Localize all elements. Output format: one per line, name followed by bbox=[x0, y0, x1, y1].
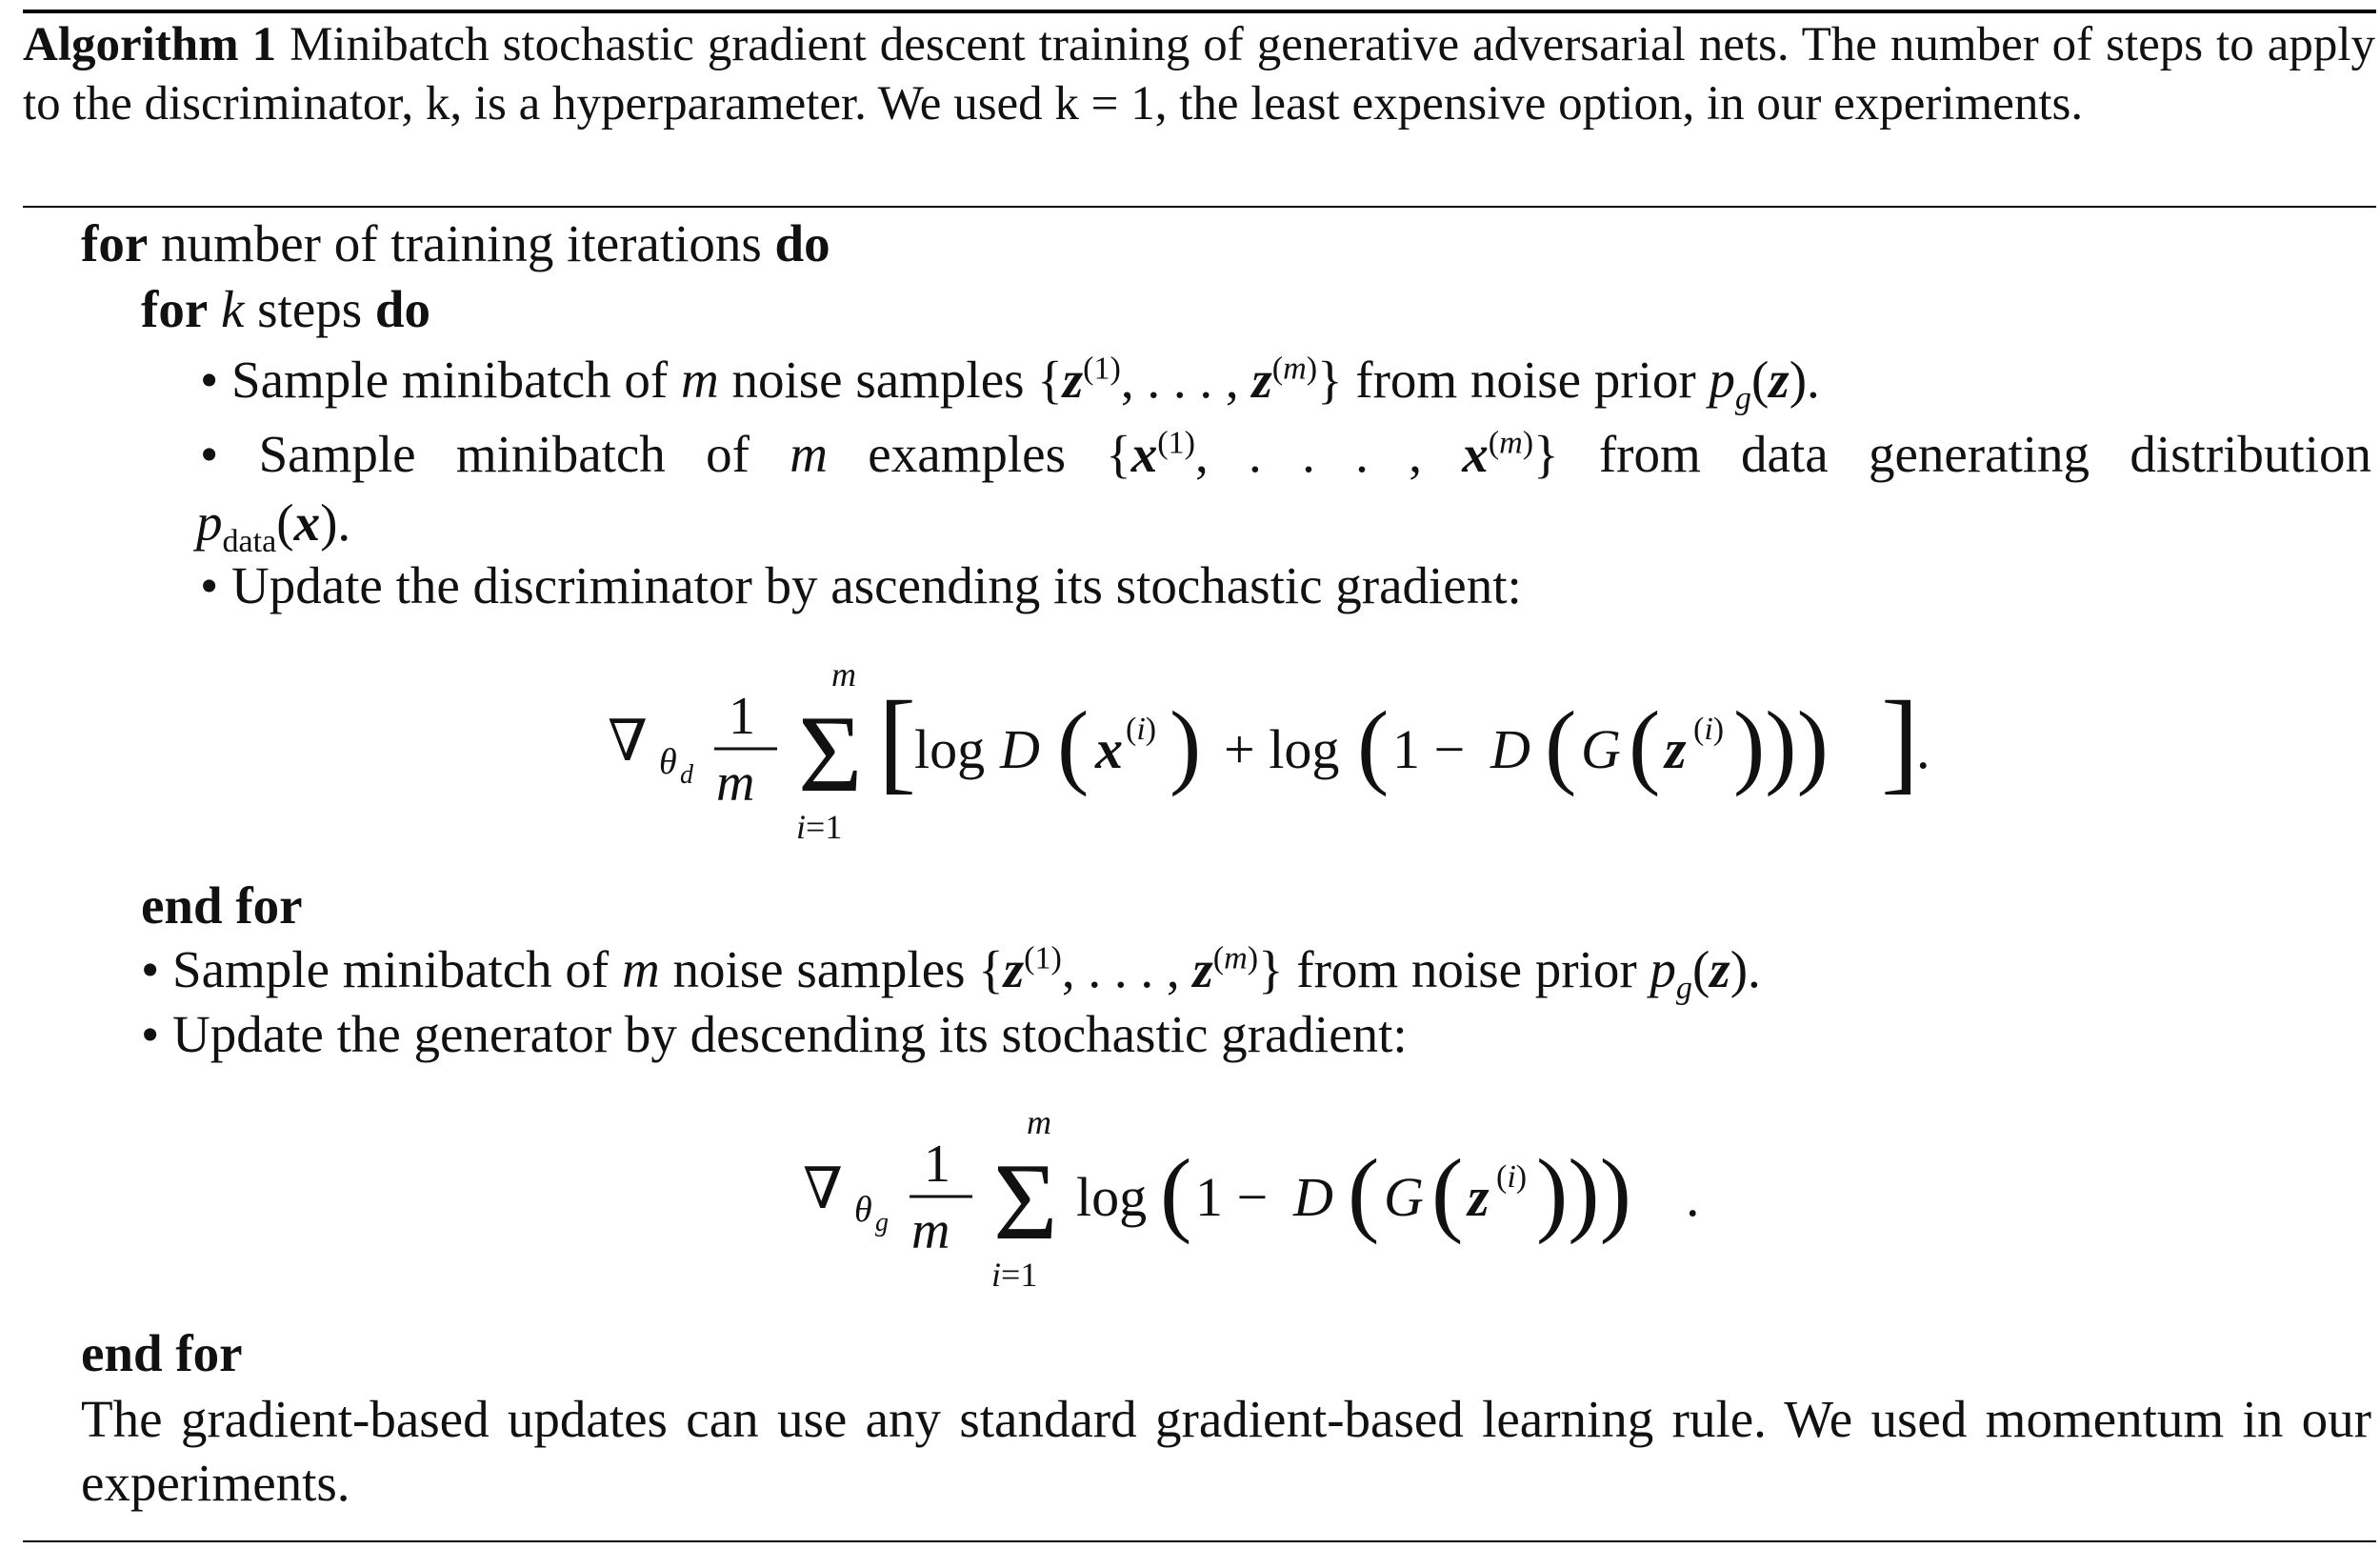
svg-text:))): ))) bbox=[1733, 692, 1829, 797]
discriminator-gradient-equation bbox=[600, 648, 1981, 867]
generator-gradient-equation bbox=[795, 1096, 1748, 1315]
svg-text:1: 1 bbox=[924, 1135, 950, 1194]
svg-text:(i): (i) bbox=[1693, 712, 1725, 747]
end-for-inner: end for bbox=[141, 876, 303, 935]
svg-text:G: G bbox=[1581, 718, 1621, 780]
svg-text:z: z bbox=[1468, 1166, 1490, 1228]
outer-for-line: for number of training iterations do bbox=[81, 214, 830, 272]
svg-text:Σ: Σ bbox=[993, 1141, 1058, 1263]
bullet-update-discriminator: • Update the discriminator by ascending its stochastic gradient: bbox=[200, 556, 1522, 614]
svg-text:m: m bbox=[716, 754, 755, 813]
svg-text:): ) bbox=[1170, 692, 1202, 797]
svg-text:x: x bbox=[1095, 718, 1123, 780]
svg-text:(: ( bbox=[1357, 692, 1390, 797]
svg-text:1 −: 1 − bbox=[1195, 1166, 1269, 1228]
bullet-sample-noise: • Sample minibatch of m noise samples {$z^{(1)}$, . . . , $z^{(m)}$} from noise prior $p_g(z)$. bbox=[200, 351, 1820, 416]
svg-text:θ: θ bbox=[854, 1190, 872, 1230]
noise-set-generator: {$z^{(1)}$, . . . , $z^{(m)}$} bbox=[978, 940, 1284, 998]
svg-text:(: ( bbox=[1348, 1139, 1380, 1245]
bullet-sample-data: • Sample minibatch of m examples {$x^{(1)}$, . . . , $x^{(m)}$} from data generating distribution bbox=[200, 425, 2371, 483]
svg-text:g: g bbox=[875, 1208, 889, 1237]
svg-text:(i): (i) bbox=[1126, 712, 1157, 747]
svg-text:1 −: 1 − bbox=[1392, 718, 1466, 780]
inner-for-line: for k steps do bbox=[141, 280, 430, 338]
top-rule bbox=[23, 10, 2376, 13]
svg-text:(: ( bbox=[1160, 1139, 1192, 1245]
bullet-sample-noise-generator: • Sample minibatch of m noise samples {$z^{(1)}$, . . . , $z^{(m)}$} from noise prior $p_g(z)$. bbox=[141, 940, 1761, 1006]
svg-text:∇: ∇ bbox=[803, 1157, 843, 1220]
svg-text:[: [ bbox=[878, 677, 916, 804]
svg-text:+ log: + log bbox=[1224, 718, 1340, 780]
svg-text:D: D bbox=[1293, 1166, 1333, 1228]
svg-text:(i): (i) bbox=[1496, 1159, 1528, 1195]
svg-text:(: ( bbox=[1431, 1139, 1464, 1245]
svg-text:(: ( bbox=[1545, 692, 1577, 797]
svg-text:m: m bbox=[1027, 1103, 1051, 1141]
caption-rule bbox=[23, 206, 2376, 208]
svg-text:1: 1 bbox=[729, 687, 755, 746]
svg-text:]: ] bbox=[1881, 677, 1919, 804]
svg-text:D: D bbox=[1000, 718, 1040, 780]
svg-text:log: log bbox=[1076, 1166, 1148, 1228]
svg-text:(: ( bbox=[1057, 692, 1090, 797]
svg-text:∇: ∇ bbox=[608, 710, 648, 773]
algorithm-footer-note: The gradient-based updates can use any standard gradient-based learning rule. We used momentum in our experiments. bbox=[81, 1390, 2371, 1512]
svg-text:D: D bbox=[1490, 718, 1530, 780]
algorithm-label: Algorithm 1 bbox=[23, 18, 277, 71]
svg-text:d: d bbox=[680, 760, 693, 790]
svg-text:.: . bbox=[1686, 1166, 1700, 1228]
caption-text: Minibatch stochastic gradient descent training of generative adversarial nets. The number of steps to apply to the discriminator, k, is a hyperparameter. We used k = 1, the least expensive option, in our experiments. bbox=[23, 18, 2375, 131]
svg-text:z: z bbox=[1665, 718, 1687, 780]
svg-text:i=1: i=1 bbox=[991, 1256, 1038, 1294]
svg-text:m: m bbox=[911, 1201, 950, 1260]
svg-text:m: m bbox=[831, 655, 856, 694]
generator-equation-svg bbox=[795, 1096, 1748, 1315]
discriminator-equation-svg bbox=[600, 648, 1981, 867]
end-for-outer: end for bbox=[81, 1324, 243, 1382]
svg-text:Σ: Σ bbox=[798, 694, 863, 815]
bullet-update-generator: • Update the generator by descending its stochastic gradient: bbox=[141, 1005, 1408, 1063]
algorithm-caption bbox=[23, 15, 2375, 133]
svg-text:θ: θ bbox=[659, 742, 677, 782]
svg-text:i=1: i=1 bbox=[796, 808, 843, 846]
svg-text:(: ( bbox=[1629, 692, 1661, 797]
svg-text:.: . bbox=[1916, 718, 1930, 780]
noise-prior-generator: $p_g(z)$. bbox=[1650, 940, 1761, 1006]
svg-text:))): ))) bbox=[1536, 1139, 1631, 1245]
data-distribution: $p_{data}(x)$. bbox=[196, 493, 351, 559]
bottom-rule bbox=[23, 1540, 2376, 1542]
svg-text:G: G bbox=[1384, 1166, 1424, 1228]
noise-set: {$z^{(1)}$, . . . , $z^{(m)}$} bbox=[1037, 351, 1343, 409]
data-set: {$x^{(1)}$, . . . , $x^{(m)}$} bbox=[1106, 425, 1559, 483]
noise-prior: $p_g(z)$. bbox=[1709, 351, 1820, 416]
svg-text:log: log bbox=[914, 718, 986, 780]
